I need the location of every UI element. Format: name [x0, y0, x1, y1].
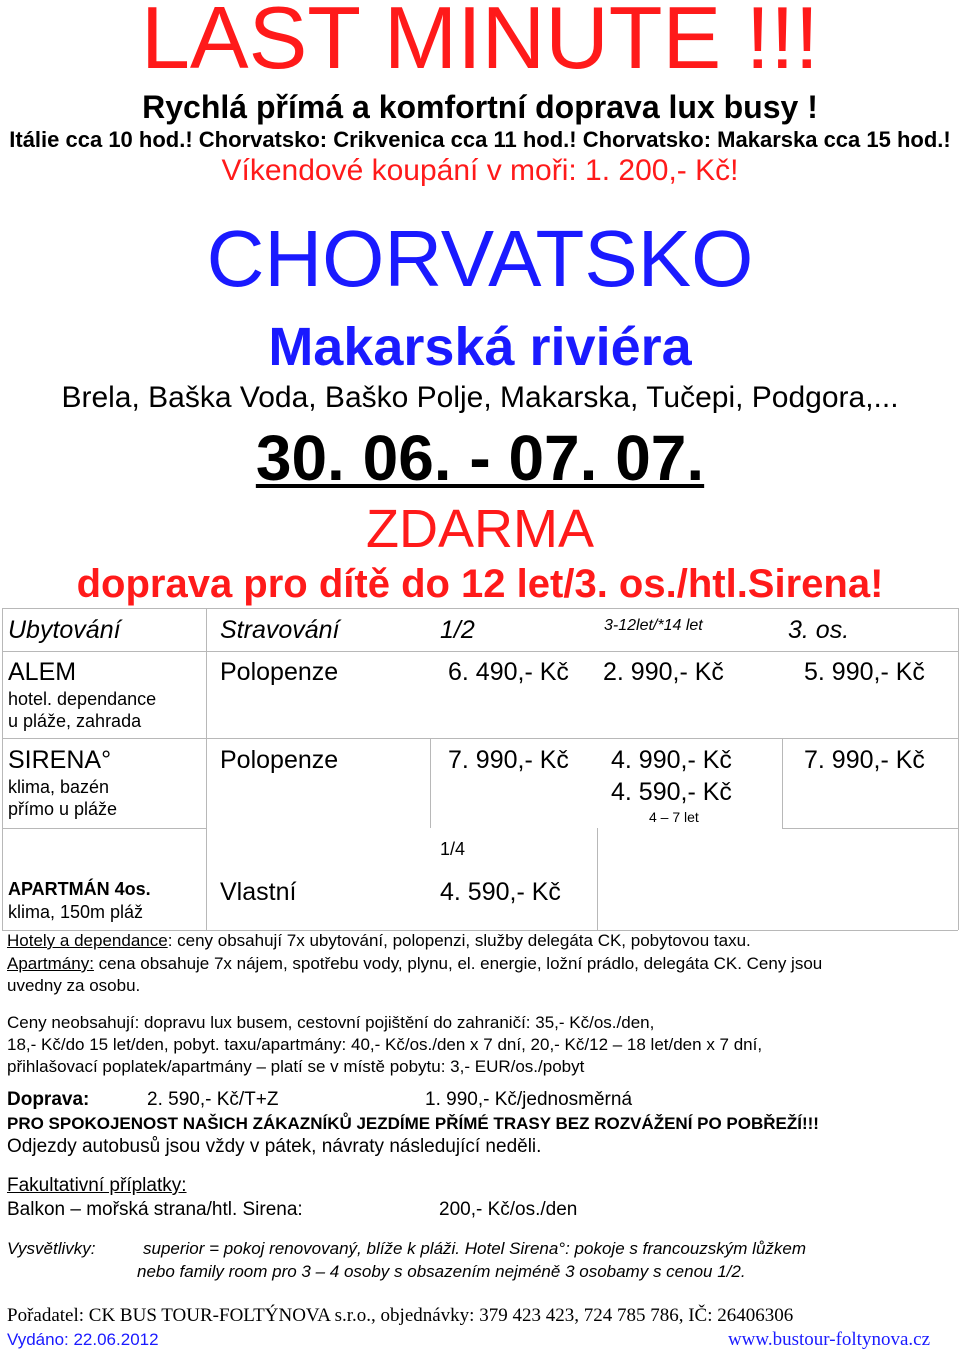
- riviera-title: Makarská riviéra: [268, 317, 692, 377]
- hotel-sirena-child-note: 4 – 7 let: [649, 809, 699, 825]
- hotel-alem-child-price: 2. 990,- Kč: [603, 658, 724, 686]
- hotel-sirena-board: Polopenze: [220, 746, 339, 774]
- hotel-sirena-desc2: přímo u pláže: [8, 799, 118, 819]
- free-transport-text: doprava pro dítě do 12 let/3. os./htl.Sirena!: [76, 562, 884, 606]
- header-half: 1/2: [440, 616, 475, 644]
- apartments-note: [7, 953, 822, 975]
- apartment-quarter-label: 1/4: [440, 839, 466, 859]
- travel-times: Itálie cca 10 hod.! Chorvatsko: Crikvenica cca 11 hod.! Chorvatsko: Makarska cca 15 hod.!: [9, 127, 951, 152]
- extras-item: Balkon – mořská strana/htl. Sirena:: [7, 1199, 303, 1220]
- apartment-desc: klima, 150m pláž: [8, 902, 144, 922]
- header-child: 3-12let/*14 let: [604, 617, 703, 634]
- hotel-sirena-child-price: 4. 990,- Kč: [611, 746, 732, 774]
- apartments-note-label: Apartmány:: [7, 954, 94, 973]
- organizer-info: Pořadatel: CK BUS TOUR-FOLTÝNOVA s.r.o., objednávky: 379 423 423, 724 785 786, IČ: 26406306: [7, 1305, 794, 1326]
- tour-dates-text: 30. 06. - 07. 07.: [255, 422, 705, 494]
- apartments-note-cont: uvedny za osobu.: [7, 976, 141, 995]
- transport-return-price: 2. 590,- Kč/T+Z: [147, 1089, 279, 1110]
- departures-note: Odjezdy autobusů jsou vždy v pátek, návraty následující neděli.: [7, 1136, 542, 1157]
- extras-label: Fakultativní příplatky:: [7, 1175, 187, 1196]
- hotel-alem-desc1: hotel. dependance: [8, 689, 157, 709]
- exclusions-line-1: Ceny neobsahují: dopravu lux busem, cestovní pojištění do zahraničí: 35,- Kč/os./den,: [7, 1013, 655, 1032]
- apartment-board: Vlastní: [220, 878, 297, 906]
- hotels-note: [7, 930, 751, 952]
- hotel-alem-desc2: u pláže, zahrada: [8, 711, 142, 731]
- hotel-alem-board: Polopenze: [220, 658, 339, 686]
- tour-dates: [0, 420, 960, 496]
- hotel-sirena-desc1: klima, bazén: [8, 777, 110, 797]
- header-accommodation: Ubytování: [8, 616, 121, 644]
- direct-routes-note: PRO SPOKOJENOST NAŠICH ZÁKAZNÍKŮ JEZDÍME PŘÍMÉ TRASY BEZ ROZVÁŽENÍ PO POBŘEŽÍ!!!: [7, 1114, 819, 1133]
- hotels-note-text: : ceny obsahují 7x ubytování, polopenzi, služby delegáta CK, pobytovou taxu.: [167, 931, 751, 950]
- legend-label: Vysvětlivky:: [7, 1239, 96, 1258]
- hotel-sirena-third-price: 7. 990,- Kč: [804, 746, 925, 774]
- hotel-sirena-child-price-2: 4. 590,- Kč: [611, 778, 732, 806]
- weekend-offer: Víkendové koupání v moři: 1. 200,- Kč!: [221, 154, 739, 187]
- hotel-alem-third-price: 5. 990,- Kč: [804, 658, 925, 686]
- header-board: Stravování: [220, 616, 340, 644]
- apartment-price: 4. 590,- Kč: [440, 878, 561, 906]
- legend-line-1: superior = pokoj renovovaný, blíže k pláži. Hotel Sirena°: pokoje s francouzským lůžkem: [143, 1239, 807, 1258]
- exclusions-line-3: přihlašovací poplatek/apartmány – platí se v místě pobytu: 3,- EUR/os./pobyt: [7, 1057, 585, 1076]
- hotels-note-label: Hotely a dependance: [7, 931, 168, 950]
- hotel-alem-price: 6. 490,- Kč: [448, 658, 569, 686]
- hotel-alem-name: ALEM: [8, 658, 77, 686]
- free-label: ZDARMA: [366, 499, 594, 559]
- apartments-note-text: cena obsahuje 7x nájem, spotřebu vody, plynu, el. energie, ložní prádlo, delegáta CK. Ceny jsou: [93, 954, 823, 973]
- transport-label: Doprava:: [7, 1089, 90, 1110]
- header-third: 3. os.: [788, 616, 850, 644]
- hotel-sirena-name: SIRENA°: [8, 746, 112, 774]
- extras-price: 200,- Kč/os./den: [439, 1199, 578, 1220]
- exclusions-line-2: 18,- Kč/do 15 let/den, pobyt. taxu/apartmány: 40,- Kč/os./den x 7 dní, 20,- Kč/12 – 18 let/den x 7 dní,: [7, 1035, 763, 1054]
- hotel-sirena-price: 7. 990,- Kč: [448, 746, 569, 774]
- transport-tagline: Rychlá přímá a komfortní doprava lux busy !: [142, 89, 818, 125]
- legend-line-2: nebo family room pro 3 – 4 osoby s obsazením nejméně 3 osobamy s cenou 1/2.: [137, 1262, 746, 1281]
- issued-date: Vydáno: 22.06.2012: [7, 1330, 159, 1349]
- places-list: Brela, Baška Voda, Baško Polje, Makarska, Tučepi, Podgora,...: [61, 381, 899, 414]
- website-link[interactable]: www.bustour-foltynova.cz: [727, 1329, 930, 1350]
- transport-oneway-price: 1. 990,- Kč/jednosměrná: [425, 1089, 633, 1110]
- headline: LAST MINUTE !!!: [140, 0, 820, 87]
- country-title: CHORVATSKO: [206, 214, 754, 303]
- apartment-name: APARTMÁN 4os.: [8, 879, 151, 899]
